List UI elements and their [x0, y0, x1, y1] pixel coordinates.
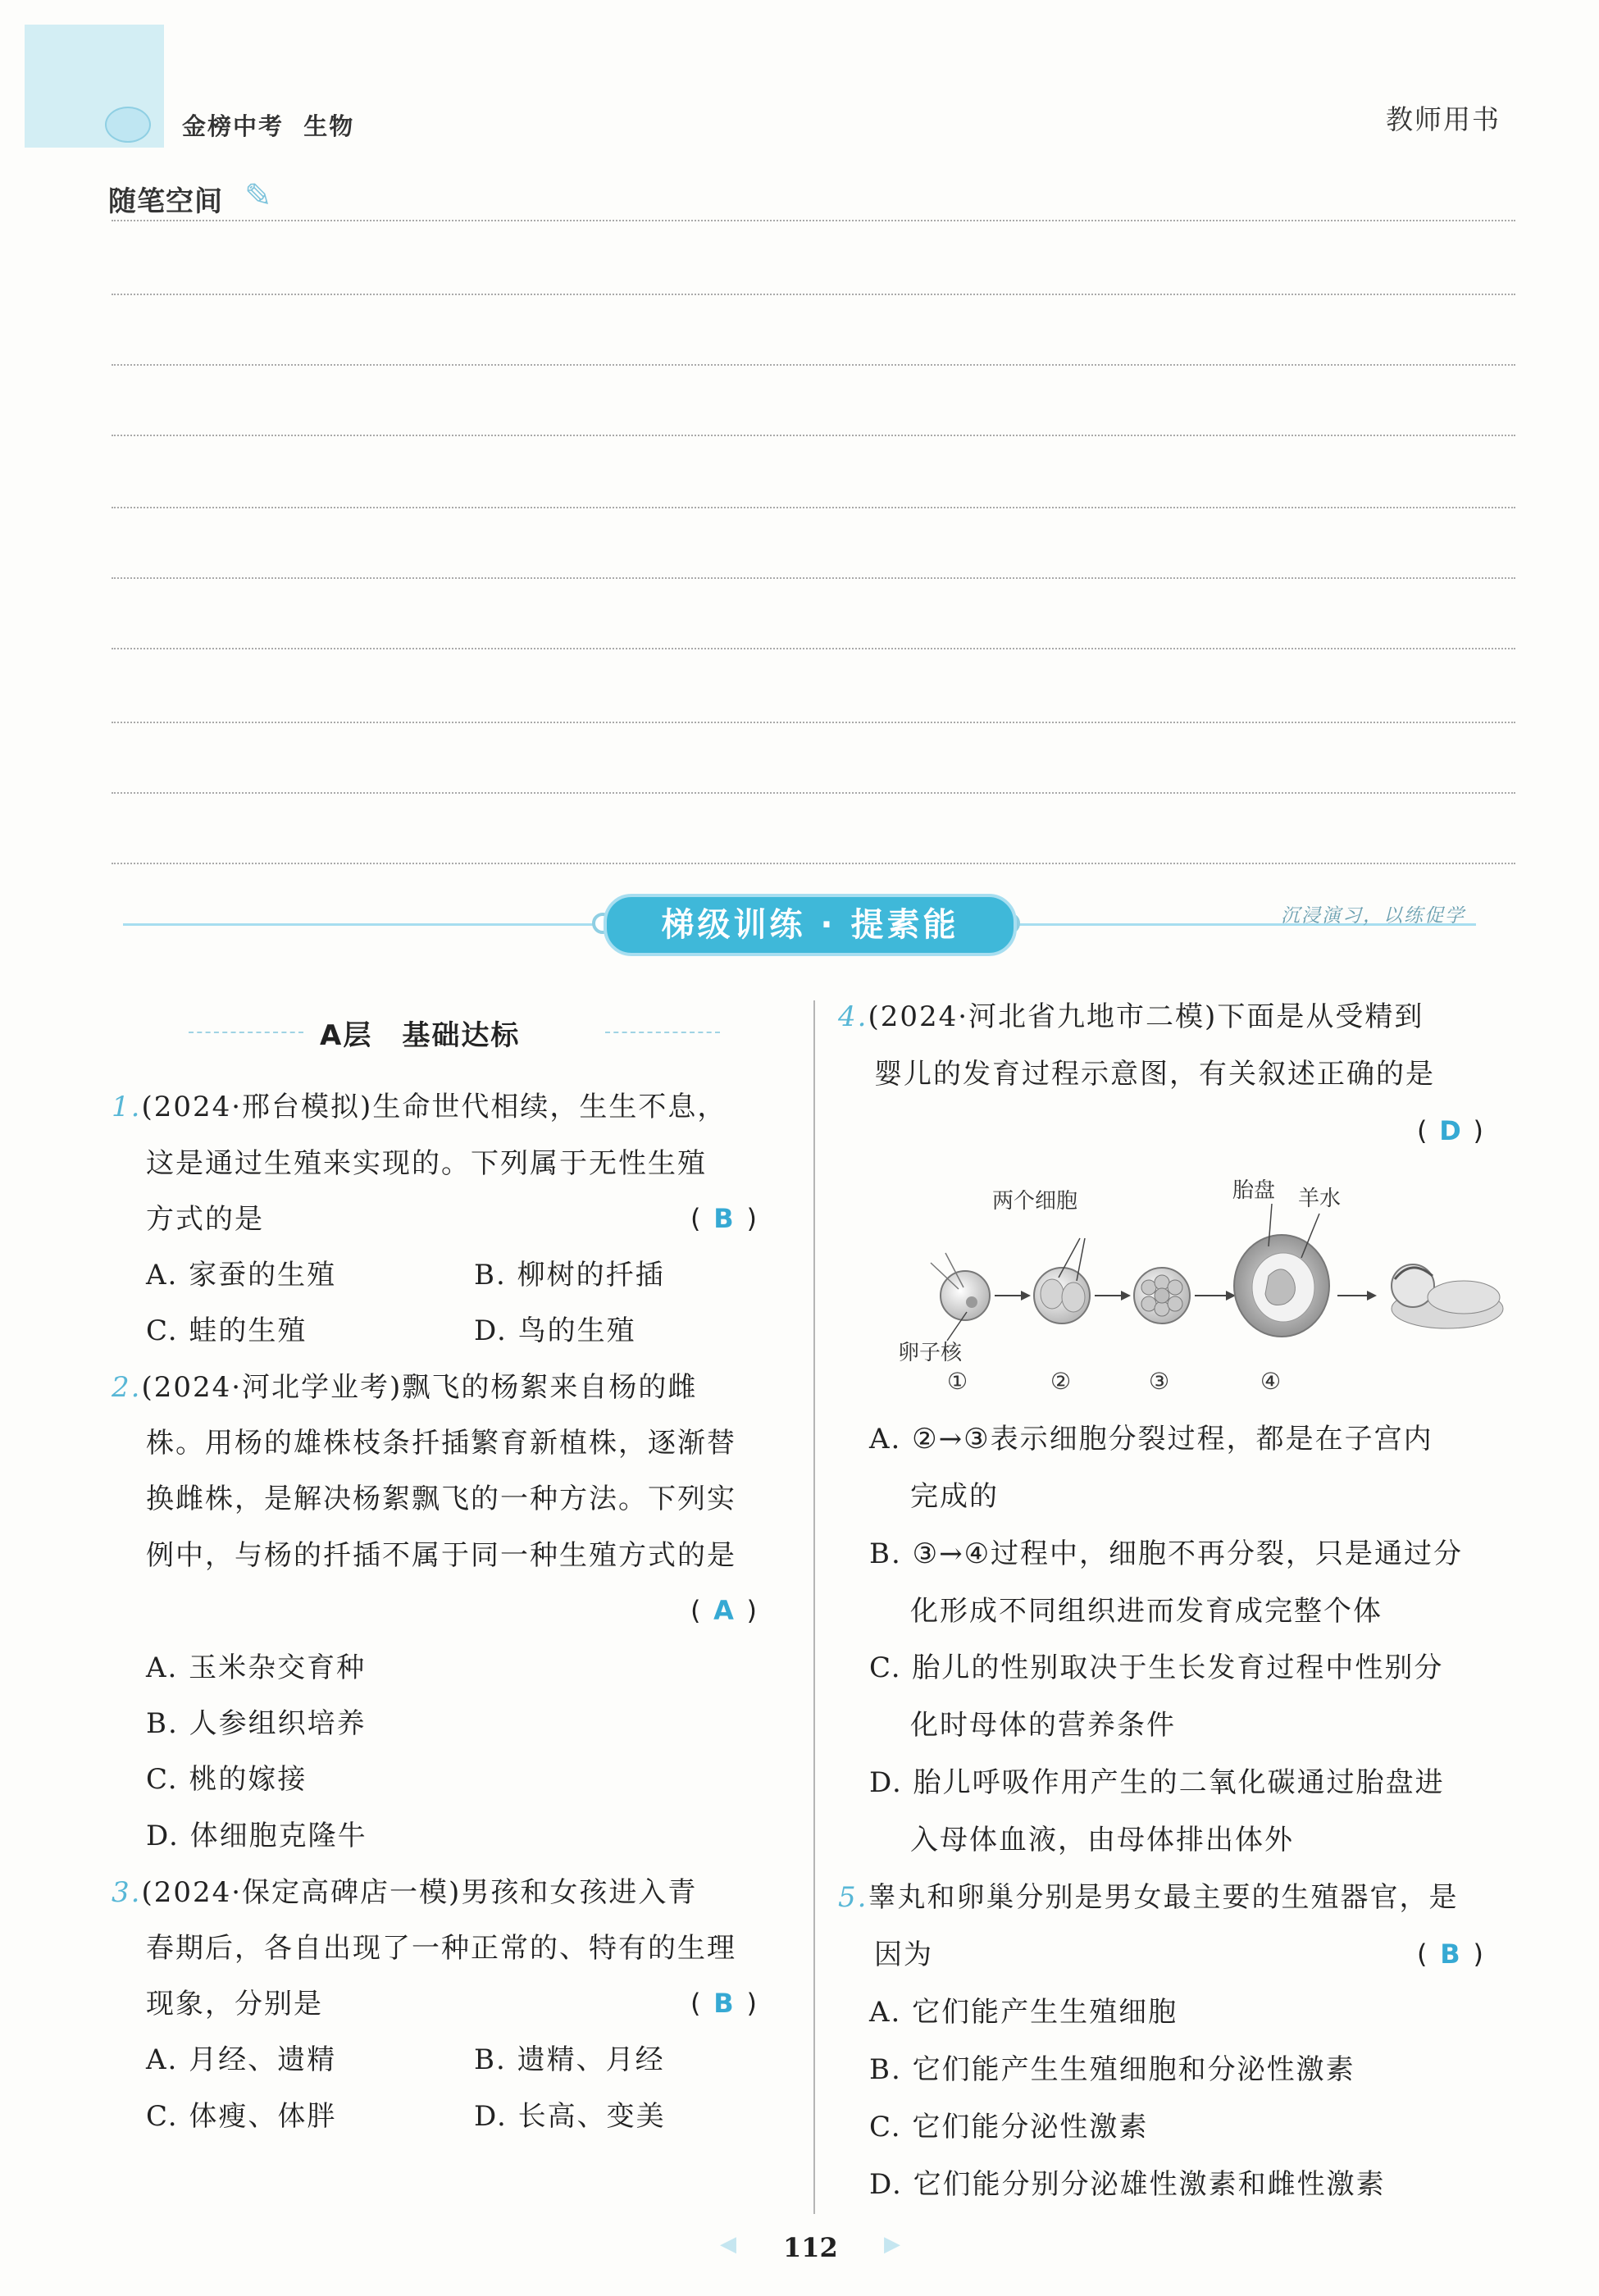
page-arrow-left-icon: ◀: [720, 2232, 736, 2257]
note-rule: [112, 220, 1515, 221]
answer-bracket: ( D ): [1417, 1115, 1483, 1146]
option: A. 月经、遗精: [146, 2043, 337, 2076]
question-text: (2024·河北学业考)飘飞的杨絮来自杨的雌: [141, 1371, 698, 1404]
note-rule: [112, 507, 1515, 508]
question-line: [112, 1876, 697, 1909]
question-number: 3.: [112, 1876, 142, 1909]
label-amniotic-fluid: 羊水: [1298, 1187, 1342, 1211]
section-banner: 梯级训练 · 提素能: [604, 894, 1017, 956]
option: C. 体瘦、体胖: [146, 2100, 337, 2133]
note-rule: [112, 722, 1515, 723]
question-line: [838, 1881, 1458, 1914]
option: D. 鸟的生殖: [474, 1314, 636, 1347]
header-series: 金榜中考: [182, 112, 285, 140]
question-line: [112, 1091, 727, 1123]
answer-letter: B: [713, 1203, 734, 1234]
question-line: 例中，与杨的扦插不属于同一种生殖方式的是: [146, 1539, 736, 1572]
question-number: 4.: [838, 1000, 868, 1033]
question-line: 方式的是: [146, 1203, 264, 1236]
question-line: 因为: [874, 1938, 933, 1971]
option: D. 长高、变美: [474, 2100, 666, 2133]
question-text: 睾丸和卵巢分别是男女最主要的生殖器官，是: [868, 1881, 1459, 1914]
answer-letter: B: [713, 1988, 734, 2019]
arrow-head: [1021, 1291, 1031, 1301]
section-title: A层 基础达标: [320, 1019, 521, 1052]
question-line: 现象，分别是: [146, 1988, 323, 2020]
question-line: 婴儿的发育过程示意图，有关叙述正确的是: [874, 1058, 1435, 1091]
two-cell-embryo-icon: [1034, 1268, 1090, 1323]
note-rule: [112, 792, 1515, 794]
section-deco-right: [605, 1032, 720, 1033]
question-number: 2.: [112, 1371, 142, 1404]
option: D. 体细胞克隆牛: [146, 1820, 367, 1852]
stage-label: ③: [1149, 1368, 1170, 1394]
fertilized-egg-icon: [931, 1253, 990, 1320]
option: A. 它们能产生生殖细胞: [869, 1996, 1178, 2029]
notes-title: 随笔空间: [108, 185, 223, 218]
banner-line-left: [123, 923, 599, 926]
option-continued: 化形成不同组织进而发育成完整个体: [910, 1595, 1383, 1628]
option: B. 遗精、月经: [474, 2043, 665, 2076]
morula-icon: [1134, 1268, 1190, 1323]
question-number: 1.: [112, 1091, 142, 1123]
option: B. ③→④过程中，细胞不再分裂，只是通过分: [869, 1538, 1464, 1570]
option: B. 它们能产生生殖细胞和分泌性激素: [869, 2053, 1355, 2086]
note-rule: [112, 364, 1515, 366]
question-line: [112, 1371, 697, 1404]
option-continued: 完成的: [910, 1480, 999, 1513]
page-arrow-right-icon: ▶: [884, 2232, 900, 2257]
publisher-logo-icon: [105, 107, 151, 143]
option: D. 它们能分别分泌雄性激素和雌性激素: [869, 2168, 1386, 2201]
option: A. 家蚕的生殖: [146, 1259, 337, 1292]
option-continued: 入母体血液，由母体排出体外: [910, 1824, 1294, 1856]
header-subject: 生物: [303, 112, 355, 140]
column-divider: [813, 1000, 815, 2214]
label-two-cells: 两个细胞: [992, 1189, 1078, 1214]
option: A. ②→③表示细胞分裂过程，都是在子宫内: [869, 1423, 1433, 1456]
stage-label: ①: [947, 1368, 968, 1394]
page-number: 112: [783, 2232, 838, 2263]
banner-motto: 沉浸演习，以练促学: [1281, 905, 1465, 927]
question-line: 这是通过生殖来实现的。下列属于无性生殖: [146, 1147, 707, 1180]
answer-letter: A: [713, 1595, 734, 1626]
question-line: 春期后，各自出现了一种正常的、特有的生理: [146, 1932, 736, 1965]
answer-letter: B: [1440, 1938, 1460, 1970]
answer-letter: D: [1439, 1115, 1461, 1146]
question-text: (2024·邢台模拟)生命世代相续，生生不息，: [141, 1091, 727, 1123]
question-text: (2024·保定高碑店一模)男孩和女孩进入青: [141, 1876, 698, 1909]
label-egg-nucleus: 卵子核: [898, 1341, 963, 1365]
option: C. 桃的嫁接: [146, 1763, 308, 1796]
header-edition: 教师用书: [1386, 103, 1501, 135]
question-text: (2024·河北省九地市二模)下面是从受精到: [868, 1000, 1424, 1033]
option: A. 玉米杂交育种: [146, 1651, 367, 1684]
option-continued: 化时母体的营养条件: [910, 1709, 1176, 1742]
answer-bracket: ( B ): [1417, 1938, 1483, 1970]
fetus-in-uterus-icon: [1234, 1235, 1329, 1337]
stage-label: ②: [1050, 1368, 1072, 1394]
answer-bracket: ( B ): [690, 1203, 757, 1234]
note-rule: [112, 294, 1515, 295]
note-rule: [112, 435, 1515, 436]
quill-icon: ✎: [244, 177, 272, 215]
option: B. 柳树的扦插: [474, 1259, 665, 1292]
baby-icon: [1392, 1264, 1503, 1328]
option: D. 胎儿呼吸作用产生的二氧化碳通过胎盘进: [869, 1766, 1445, 1799]
label-placenta: 胎盘: [1232, 1178, 1276, 1203]
development-diagram: [898, 1173, 1521, 1394]
question-line: 换雌株，是解决杨絮飘飞的一种方法。下列实: [146, 1483, 736, 1515]
arrow-head: [1367, 1291, 1377, 1301]
answer-bracket: ( A ): [690, 1595, 757, 1626]
question-line: [838, 1000, 1424, 1033]
stage-label: ④: [1260, 1368, 1282, 1394]
note-rule: [112, 648, 1515, 649]
section-deco-left: [189, 1032, 303, 1033]
note-rule: [112, 577, 1515, 579]
question-line: 株。用杨的雄株枝条扦插繁育新植株，逐渐替: [146, 1427, 736, 1460]
option: C. 胎儿的性别取决于生长发育过程中性别分: [869, 1651, 1444, 1684]
question-number: 5.: [838, 1881, 868, 1914]
note-rule: [112, 863, 1515, 864]
header-series-title: [182, 108, 354, 142]
option: B. 人参组织培养: [146, 1707, 367, 1740]
arrow-head: [1121, 1291, 1131, 1301]
option: C. 蛙的生殖: [146, 1314, 308, 1347]
option: C. 它们能分泌性激素: [869, 2111, 1149, 2143]
answer-bracket: ( B ): [690, 1988, 757, 2019]
